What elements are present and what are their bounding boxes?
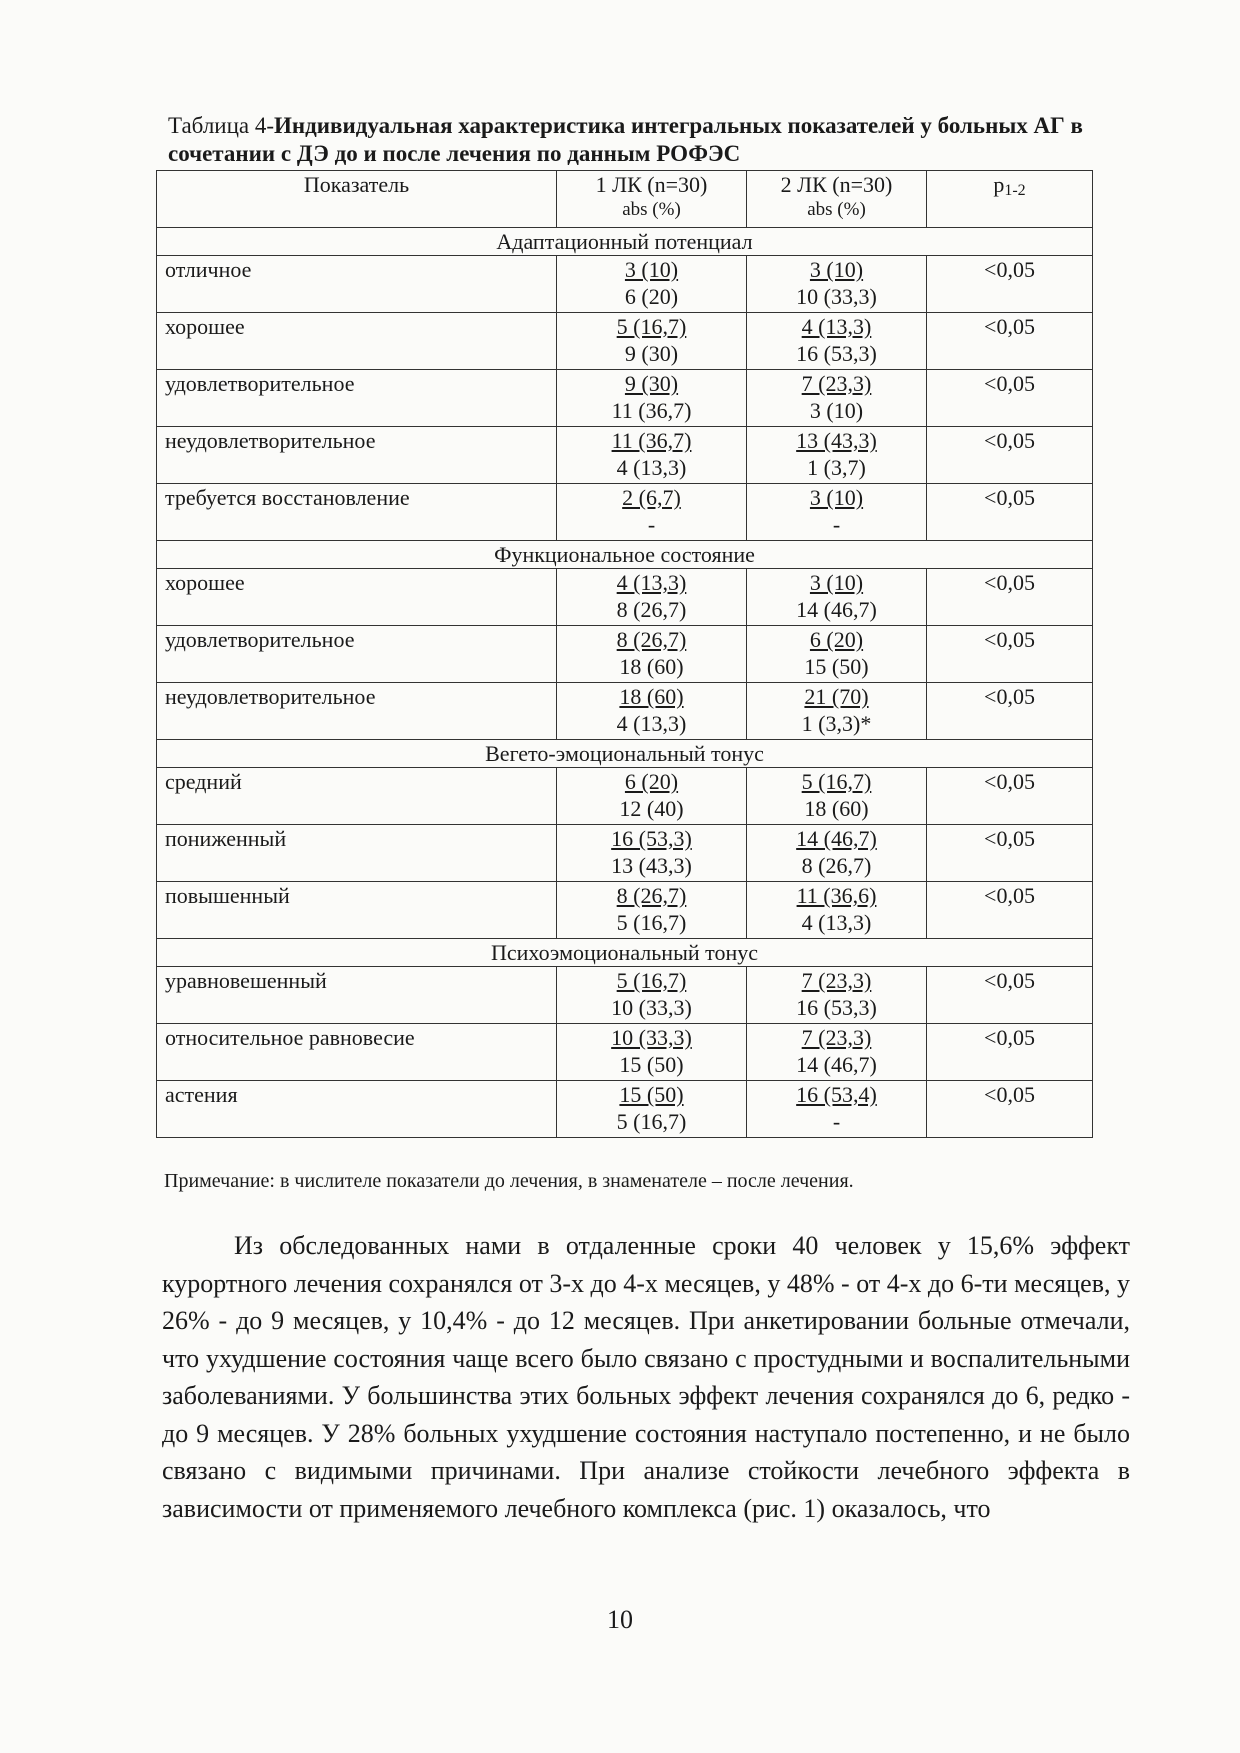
cell-group-1: [557, 626, 747, 683]
value-after-treatment: 13 (43,3): [611, 853, 692, 878]
value-after-treatment: 4 (13,3): [616, 711, 687, 736]
cell-group-2: [747, 1081, 927, 1138]
value-before-treatment: 10 (33,3): [611, 1025, 692, 1050]
value-before-treatment: 7 (23,3): [801, 968, 872, 993]
cell-p-value: <0,05: [927, 1024, 1093, 1081]
row-label: хорошее: [157, 313, 557, 370]
cell-group-1: [557, 882, 747, 939]
header-group-1-title: 1 ЛК (n=30): [595, 172, 708, 197]
value-after-treatment: 5 (16,7): [616, 910, 687, 935]
page-number: 10: [607, 1605, 633, 1634]
value-before-treatment: 11 (36,7): [611, 428, 692, 453]
cell-group-2: [747, 370, 927, 427]
value-before-treatment: 7 (23,3): [801, 1025, 872, 1050]
cell-group-1: [557, 569, 747, 626]
value-before-treatment: 16 (53,4): [796, 1082, 877, 1107]
table-row: [157, 370, 1093, 427]
value-after-treatment: -: [647, 512, 656, 537]
cell-p-value: <0,05: [927, 313, 1093, 370]
section-title: Адаптационный потенциал: [157, 228, 1093, 256]
table-caption-title: Индивидуальная характеристика интегральных показателей у больных АГ в сочетании с ДЭ до и после лечения по данным РОФЭС: [168, 113, 1083, 166]
cell-group-1: [557, 256, 747, 313]
table-row: [157, 768, 1093, 825]
table-row: [157, 1081, 1093, 1138]
table-row: [157, 882, 1093, 939]
value-before-treatment: 3 (10): [624, 257, 679, 282]
cell-group-2: [747, 825, 927, 882]
header-p-sub: 1-2: [1004, 182, 1026, 199]
value-before-treatment: 6 (20): [809, 627, 864, 652]
section-row: [157, 228, 1093, 256]
value-after-treatment: 1 (3,7): [807, 455, 866, 480]
cell-p-value: <0,05: [927, 256, 1093, 313]
value-before-treatment: 16 (53,3): [611, 826, 692, 851]
cell-p-value: <0,05: [927, 569, 1093, 626]
value-before-treatment: 9 (30): [624, 371, 679, 396]
value-after-treatment: 4 (13,3): [801, 910, 872, 935]
header-group-1-sub: abs (%): [622, 199, 681, 220]
value-after-treatment: 18 (60): [804, 796, 869, 821]
value-before-treatment: 8 (26,7): [616, 627, 687, 652]
value-before-treatment: 18 (60): [619, 684, 684, 709]
table-row: [157, 626, 1093, 683]
row-label: повышенный: [157, 882, 557, 939]
value-after-treatment: -: [832, 1109, 841, 1134]
cell-group-1: [557, 1081, 747, 1138]
cell-group-1: [557, 370, 747, 427]
cell-group-2: [747, 768, 927, 825]
value-before-treatment: 7 (23,3): [801, 371, 872, 396]
value-before-treatment: 14 (46,7): [796, 826, 877, 851]
section-row: [157, 740, 1093, 768]
value-after-treatment: 8 (26,7): [801, 853, 872, 878]
table-body: [157, 228, 1093, 1138]
value-before-treatment: 4 (13,3): [616, 570, 687, 595]
value-before-treatment: 3 (10): [809, 257, 864, 282]
row-label: астения: [157, 1081, 557, 1138]
value-after-treatment: 10 (33,3): [796, 284, 877, 309]
row-label: удовлетворительное: [157, 370, 557, 427]
row-label: пониженный: [157, 825, 557, 882]
table-row: [157, 256, 1093, 313]
row-label: удовлетворительное: [157, 626, 557, 683]
cell-group-2: [747, 882, 927, 939]
value-before-treatment: 15 (50): [619, 1082, 684, 1107]
header-group-2: [747, 171, 927, 228]
table-row: [157, 1024, 1093, 1081]
cell-p-value: <0,05: [927, 768, 1093, 825]
cell-group-1: [557, 427, 747, 484]
header-indicator: Показатель: [157, 171, 557, 228]
value-after-treatment: 18 (60): [619, 654, 684, 679]
value-after-treatment: 16 (53,3): [796, 341, 877, 366]
value-after-treatment: 15 (50): [804, 654, 869, 679]
value-after-treatment: 14 (46,7): [796, 1052, 877, 1077]
value-before-treatment: 6 (20): [624, 769, 679, 794]
value-before-treatment: 2 (6,7): [622, 485, 681, 510]
value-after-treatment: 4 (13,3): [616, 455, 687, 480]
header-p-main: p: [993, 172, 1005, 197]
value-before-treatment: 11 (36,6): [796, 883, 877, 908]
table-row: [157, 569, 1093, 626]
cell-group-2: [747, 1024, 927, 1081]
row-label: неудовлетворительное: [157, 427, 557, 484]
cell-p-value: <0,05: [927, 882, 1093, 939]
value-after-treatment: 16 (53,3): [796, 995, 877, 1020]
table-note: Примечание: в числителе показатели до лечения, в знаменателе – после лечения.: [164, 1170, 854, 1192]
cell-p-value: <0,05: [927, 1081, 1093, 1138]
value-after-treatment: 9 (30): [624, 341, 679, 366]
header-group-2-sub: abs (%): [807, 199, 866, 220]
row-label: отличное: [157, 256, 557, 313]
cell-group-1: [557, 1024, 747, 1081]
body-paragraph: Из обследованных нами в отдаленные сроки 40 человек у 15,6% эффект курортного лечения сохранялся от 3-х до 4-х месяцев, у 48% - от 4-х до 6-ти месяцев, у 26% - до 9 месяцев, у 10,4% - до 12 месяцев. При анкетировании больные отмечали, что ухудшение состояния чаще всего было связано с простудными и воспалительными заболеваниями. У большинства этих больных эффект лечения сохранялся до 6, редко - до 9 месяцев. У 28% больных ухудшение состояния наступало постепенно, и не было связано с видимыми причинами. При анализе стойкости лечебного эффекта в зависимости от применяемого лечебного комплекса (рис. 1) оказалось, что: [162, 1231, 1130, 1523]
value-before-treatment: 3 (10): [809, 570, 864, 595]
table-row: [157, 967, 1093, 1024]
value-before-treatment: 4 (13,3): [801, 314, 872, 339]
value-before-treatment: 21 (70): [804, 684, 869, 709]
value-after-treatment: 1 (3,3)*: [801, 711, 872, 736]
header-group-1: [557, 171, 747, 228]
value-after-treatment: 8 (26,7): [616, 597, 687, 622]
row-label: относительное равновесие: [157, 1024, 557, 1081]
value-after-treatment: -: [832, 512, 841, 537]
results-table: [156, 170, 1093, 1138]
value-before-treatment: 5 (16,7): [801, 769, 872, 794]
value-before-treatment: 13 (43,3): [796, 428, 877, 453]
cell-group-2: [747, 967, 927, 1024]
cell-group-1: [557, 484, 747, 541]
cell-p-value: <0,05: [927, 427, 1093, 484]
cell-group-2: [747, 256, 927, 313]
cell-p-value: <0,05: [927, 626, 1093, 683]
cell-group-1: [557, 967, 747, 1024]
cell-group-1: [557, 825, 747, 882]
cell-p-value: <0,05: [927, 683, 1093, 740]
value-before-treatment: 5 (16,7): [616, 968, 687, 993]
value-after-treatment: 3 (10): [809, 398, 864, 423]
value-after-treatment: 5 (16,7): [616, 1109, 687, 1134]
value-after-treatment: 11 (36,7): [611, 398, 692, 423]
value-after-treatment: 10 (33,3): [611, 995, 692, 1020]
cell-group-2: [747, 683, 927, 740]
header-group-2-title: 2 ЛК (n=30): [780, 172, 893, 197]
row-label: уравновешенный: [157, 967, 557, 1024]
value-after-treatment: 6 (20): [624, 284, 679, 309]
section-row: [157, 939, 1093, 967]
cell-group-2: [747, 484, 927, 541]
cell-p-value: <0,05: [927, 370, 1093, 427]
row-label: неудовлетворительное: [157, 683, 557, 740]
value-before-treatment: 8 (26,7): [616, 883, 687, 908]
table-caption-prefix: Таблица 4-: [168, 113, 275, 138]
row-label: средний: [157, 768, 557, 825]
cell-group-2: [747, 427, 927, 484]
cell-p-value: <0,05: [927, 484, 1093, 541]
value-after-treatment: 14 (46,7): [796, 597, 877, 622]
value-after-treatment: 15 (50): [619, 1052, 684, 1077]
cell-group-1: [557, 683, 747, 740]
row-label: требуется восстановление: [157, 484, 557, 541]
section-title: Функциональное состояние: [157, 541, 1093, 569]
cell-group-2: [747, 313, 927, 370]
cell-group-1: [557, 768, 747, 825]
section-title: Психоэмоциональный тонус: [157, 939, 1093, 967]
cell-p-value: <0,05: [927, 967, 1093, 1024]
table-row: [157, 313, 1093, 370]
table-row: [157, 427, 1093, 484]
table-row: [157, 484, 1093, 541]
cell-p-value: <0,05: [927, 825, 1093, 882]
section-title: Вегето-эмоциональный тонус: [157, 740, 1093, 768]
value-before-treatment: 5 (16,7): [616, 314, 687, 339]
table-header-row: [157, 171, 1093, 228]
table-row: [157, 825, 1093, 882]
row-label: хорошее: [157, 569, 557, 626]
table-row: [157, 683, 1093, 740]
cell-group-2: [747, 569, 927, 626]
cell-group-2: [747, 626, 927, 683]
header-p-value: [927, 171, 1093, 228]
section-row: [157, 541, 1093, 569]
value-before-treatment: 3 (10): [809, 485, 864, 510]
value-after-treatment: 12 (40): [619, 796, 684, 821]
table-caption: [168, 112, 1118, 168]
cell-group-1: [557, 313, 747, 370]
